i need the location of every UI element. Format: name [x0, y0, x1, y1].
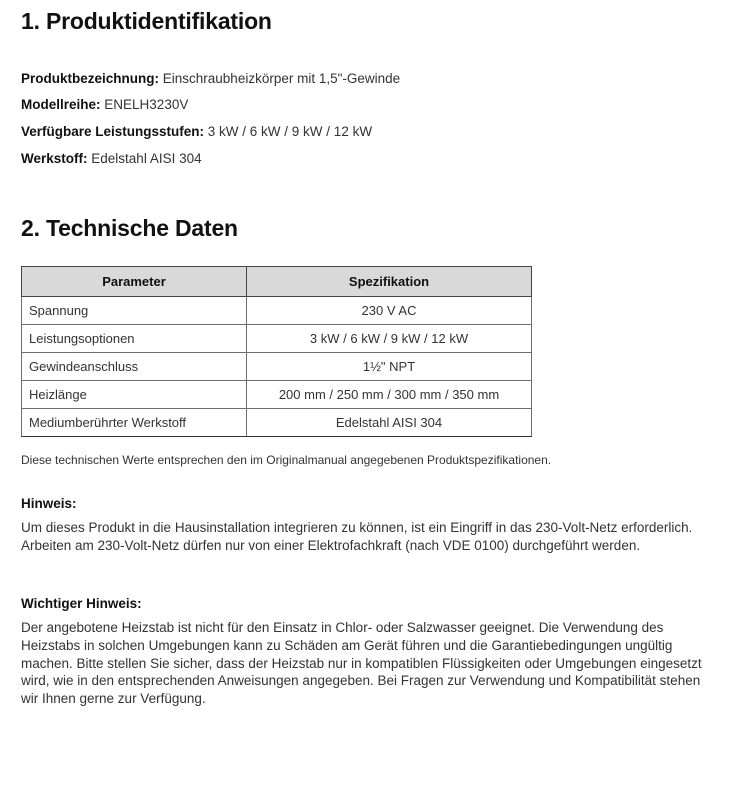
column-header-spezifikation: Spezifikation	[247, 267, 532, 297]
cell-parameter: Mediumberührter Werkstoff	[22, 409, 247, 437]
hinweis-title: Hinweis:	[21, 496, 77, 511]
table-row	[22, 409, 532, 437]
cell-spezifikation: 200 mm / 250 mm / 300 mm / 350 mm	[247, 381, 532, 409]
cell-parameter: Heizlänge	[22, 381, 247, 409]
cell-spezifikation: Edelstahl AISI 304	[247, 409, 532, 437]
field-value: Einschraubheizkörper mit 1,5"-Gewinde	[162, 71, 401, 86]
field-label: Werkstoff:	[21, 151, 88, 166]
table-row	[22, 353, 532, 381]
field-modellreihe	[21, 97, 188, 112]
table-row	[22, 381, 532, 409]
table-row	[22, 297, 532, 325]
cell-parameter: Gewindeanschluss	[22, 353, 247, 381]
field-werkstoff	[21, 151, 202, 166]
field-value: ENELH3230V	[104, 97, 189, 112]
section-title-technische-daten: 2. Technische Daten	[21, 215, 238, 241]
field-value: Edelstahl AISI 304	[91, 151, 202, 166]
table-footnote: Diese technischen Werte entsprechen den im Originalmanual angegebenen Produktspezifikationen.	[21, 453, 552, 467]
field-label: Verfügbare Leistungsstufen:	[21, 124, 205, 139]
wichtiger-hinweis-text: Der angebotene Heizstab ist nicht für den Einsatz in Chlor- oder Salzwasser geeignet. Die Verwendung des Heizstabs in solchen Umgebungen kann zu Schäden am Gerät führen und die Garantiebedingungen ungültig machen. Bitte stellen Sie sicher, dass der Heizstab nur in kompatiblen Flüssigkeiten oder Umgebungen eingesetzt wird, wie in den entsprechenden Anweisungen angegeben. Bei Fragen zur Verwendung und Kompatibilität stehen wir Ihnen gerne zur Verfügung.	[21, 620, 702, 707]
hinweis-text: Um dieses Produkt in die Hausinstallation integrieren zu können, ist ein Eingriff in das 230-Volt-Netz erforderlich. Arbeiten am 230-Volt-Netz dürfen nur von einer Elektrofachkraft (nach VDE 0100) durchgeführt werden.	[21, 520, 693, 553]
spec-table	[21, 266, 532, 437]
cell-parameter: Leistungsoptionen	[22, 325, 247, 353]
table-header-row	[22, 267, 532, 297]
section-title-produktidentifikation: 1. Produktidentifikation	[21, 8, 272, 34]
field-leistungsstufen	[21, 124, 372, 139]
wichtiger-hinweis-title: Wichtiger Hinweis:	[21, 596, 142, 611]
field-produktbezeichnung	[21, 71, 400, 86]
cell-spezifikation: 230 V AC	[247, 297, 532, 325]
column-header-parameter: Parameter	[22, 267, 247, 297]
field-value: 3 kW / 6 kW / 9 kW / 12 kW	[207, 124, 373, 139]
cell-spezifikation: 1½" NPT	[247, 353, 532, 381]
cell-parameter: Spannung	[22, 297, 247, 325]
field-label: Modellreihe:	[21, 97, 101, 112]
cell-spezifikation: 3 kW / 6 kW / 9 kW / 12 kW	[247, 325, 532, 353]
field-label: Produktbezeichnung:	[21, 71, 159, 86]
table-row	[22, 325, 532, 353]
